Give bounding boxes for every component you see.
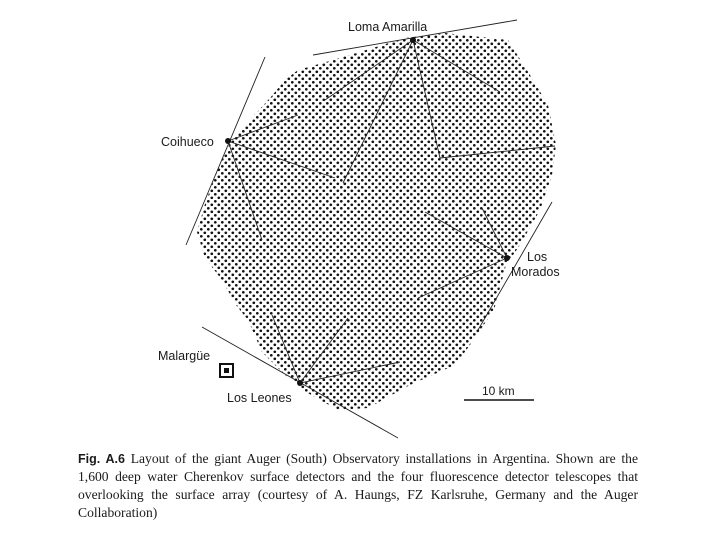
caption-text: Layout of the giant Auger (South) Observatory installations in Argentina. Shown are the 1,600 deep water Cherenkov surface detectors and the four fluorescence detector telescopes that overlooking the surface array (courtesy of A. Haungs, FZ Karlsruhe, Germany and the Auger Collaboration): [78, 451, 639, 520]
malargue-town-marker-inner: [224, 368, 229, 373]
los-leones-label: Los Leones: [227, 391, 292, 405]
coihueco-site-marker: [225, 138, 231, 144]
los-morados-site-marker: [504, 255, 510, 261]
malargue-label: Malargüe: [158, 349, 211, 363]
los-morados-label-line1: Los: [527, 250, 548, 264]
los-leones-site-marker: [297, 380, 303, 386]
figure-caption: [78, 450, 638, 522]
scale-bar-label: 10 km: [482, 384, 515, 398]
loma-amarilla-site-marker: [410, 37, 416, 43]
los-morados-label-line2: Morados: [511, 265, 560, 279]
coihueco-label: Coihueco: [161, 135, 214, 149]
figure-number: Fig. A.6: [78, 452, 125, 466]
loma-amarilla-label: Loma Amarilla: [348, 20, 428, 34]
